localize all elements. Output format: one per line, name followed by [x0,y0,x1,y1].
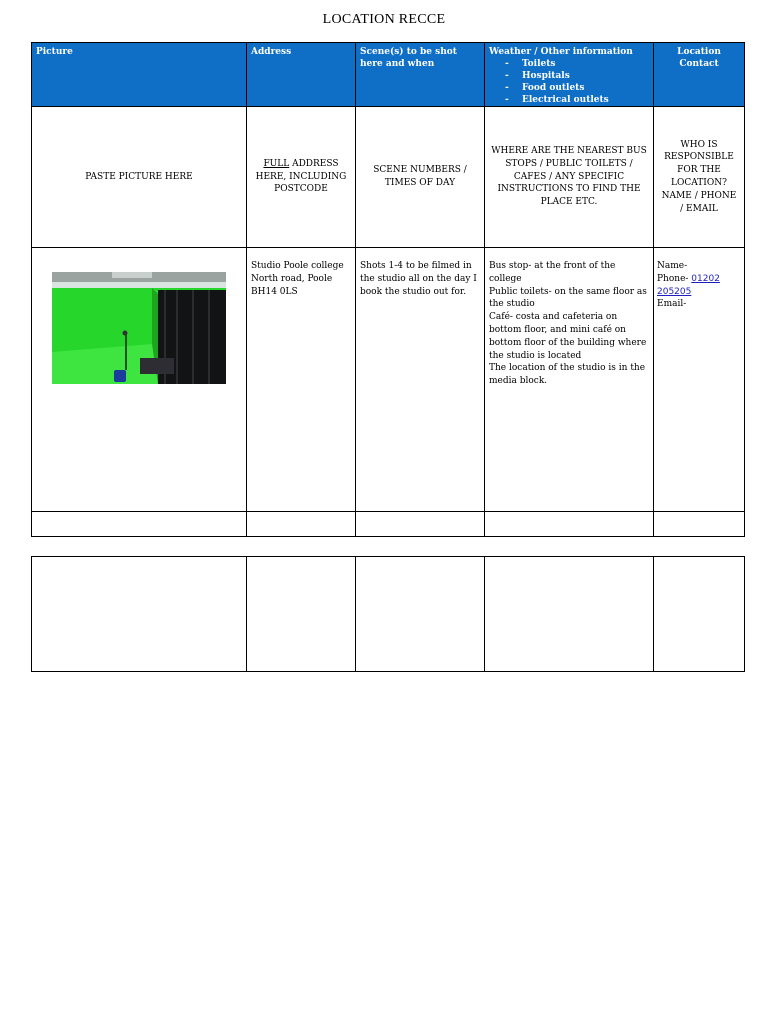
guide-contact: WHO IS RESPONSIBLE FOR THE LOCATION? NAME / PHONE / EMAIL [654,107,745,248]
empty-cell [356,512,485,537]
header-picture: Picture [32,43,247,107]
address-cell: Studio Poole college North road, Poole BH14 0LS [247,248,356,512]
location-recce-table [31,42,745,537]
guide-address-underlined: FULL [263,158,290,169]
guide-address-text: ADDRESS HERE, INCLUDING POSTCODE [255,158,347,195]
weather-line: Bus stop- at the front of the college [489,261,616,284]
list-item: - Toilets [489,58,649,70]
weather-line: The location of the studio is in the media block. [489,363,646,387]
document-title: LOCATION RECCE [322,12,446,27]
guide-row [32,107,745,248]
guide-weather: WHERE ARE THE NEAREST BUS STOPS / PUBLIC TOILETS / CAFES / ANY SPECIFIC INSTRUCTIONS TO FIND THE PLACE ETC. [485,107,654,248]
weather-line: Public toilets- on the same floor as the studio [489,286,647,310]
empty-row [32,512,745,537]
list-item: - Hospitals [489,70,649,82]
contact-cell [654,248,745,512]
header-weather-label: Weather / Other information [489,47,633,57]
picture-cell [32,248,247,512]
header-contact: Location Contact [654,43,745,107]
empty-cell [485,512,654,537]
empty-row [32,557,745,672]
empty-cell [654,557,745,672]
guide-address [247,107,356,248]
list-item: - Electrical outlets [489,94,649,106]
guide-scenes: SCENE NUMBERS / TIMES OF DAY [356,107,485,248]
empty-cell [32,512,247,537]
data-row [32,248,745,512]
empty-cell [32,557,247,672]
header-weather [485,43,654,107]
empty-cell [247,512,356,537]
header-address: Address [247,43,356,107]
studio-photo [52,272,226,384]
header-row [32,43,745,107]
second-table [31,556,745,672]
contact-name: Name- [657,261,688,271]
header-weather-list [489,58,649,106]
guide-picture: PASTE PICTURE HERE [32,107,247,248]
header-scenes: Scene(s) to be shot here and when [356,43,485,107]
empty-cell [485,557,654,672]
weather-cell [485,248,654,512]
empty-cell [654,512,745,537]
contact-phone-link[interactable]: 01202 205205 [657,273,720,297]
scenes-cell: Shots 1-4 to be filmed in the studio all on the day I book the studio out for. [356,248,485,512]
weather-line: Café- costa and cafeteria on bottom floor, and mini café on bottom floor of the building where the studio is located [489,312,647,361]
contact-email: Email- [657,299,687,310]
contact-phone-label: Phone- [657,273,692,284]
empty-cell [356,557,485,672]
empty-cell [247,557,356,672]
list-item: - Food outlets [489,82,649,94]
